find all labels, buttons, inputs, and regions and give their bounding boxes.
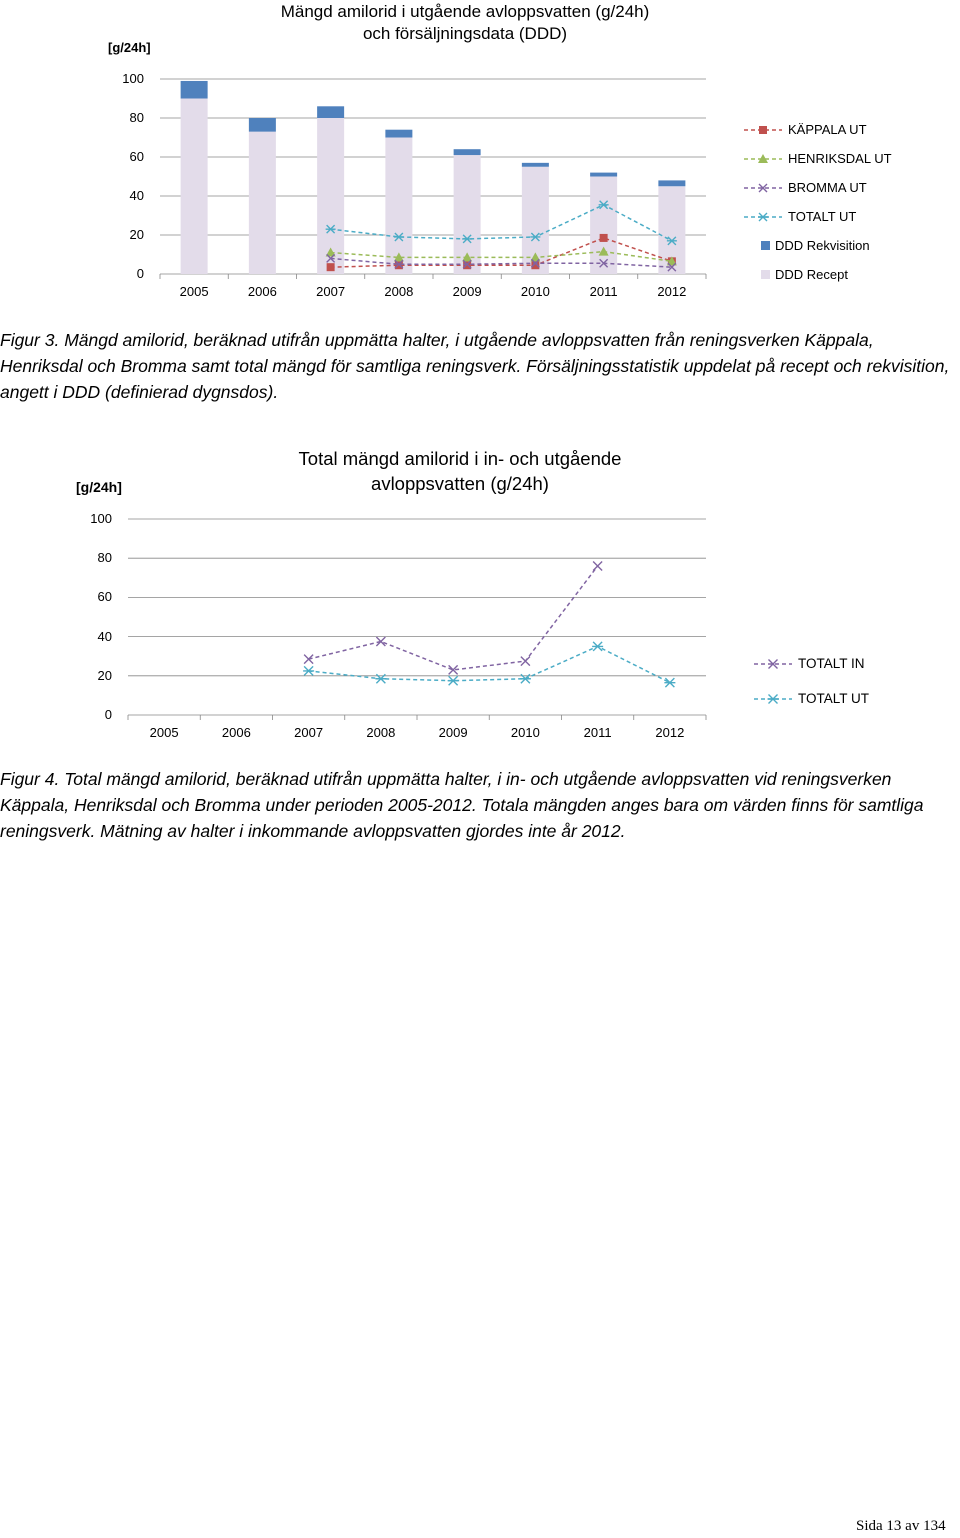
- chart2-subtitle: avloppsvatten (g/24h): [371, 473, 549, 494]
- x-tick-label: 2005: [179, 284, 209, 299]
- legend-label: DDD Rekvisition: [775, 238, 870, 253]
- x-tick-label: 2006: [247, 284, 277, 299]
- legend-label: HENRIKSDAL UT: [788, 151, 892, 166]
- x-tick-label: 2012: [655, 725, 685, 740]
- chart2-plot: [0, 0, 960, 760]
- chart1-title: Mängd amilorid i utgående avloppsvatten (g/24h): [280, 2, 650, 21]
- x-tick-label: 2008: [366, 725, 396, 740]
- y-tick-label: 60: [129, 149, 144, 164]
- x-tick-label: 2012: [657, 284, 687, 299]
- data-point: [303, 666, 314, 675]
- y-tick-label: 100: [90, 511, 112, 526]
- chart2-y-unit: [g/24h]: [76, 479, 122, 495]
- y-tick-label: 80: [129, 110, 144, 125]
- y-tick-label: 20: [129, 227, 144, 242]
- y-tick-label: 0: [104, 707, 112, 722]
- y-tick-label: 0: [136, 266, 144, 281]
- data-point: [521, 657, 530, 666]
- series-line: [309, 566, 598, 670]
- x-tick-label: 2011: [583, 725, 612, 740]
- legend-label: KÄPPALA UT: [788, 122, 867, 137]
- x-tick-label: 2011: [589, 284, 618, 299]
- data-point: [593, 562, 602, 571]
- y-tick-label: 100: [122, 71, 144, 86]
- x-tick-label: 2009: [452, 284, 482, 299]
- y-tick-label: 20: [97, 667, 112, 683]
- y-tick-label: 80: [97, 550, 112, 566]
- legend-marker: [768, 695, 779, 704]
- x-tick-label: 2010: [510, 725, 540, 740]
- x-tick-label: 2007: [316, 284, 346, 299]
- page-number: Sida 13 av 134: [856, 1518, 946, 1534]
- data-point: [664, 678, 675, 687]
- x-tick-label: 2009: [438, 725, 468, 740]
- y-tick-label: 40: [97, 628, 112, 644]
- series-line: [309, 646, 670, 682]
- legend-label: TOTALT UT: [788, 209, 857, 224]
- chart1-y-unit: [g/24h]: [108, 40, 151, 55]
- legend-label: BROMMA UT: [788, 180, 867, 195]
- legend-label: DDD Recept: [775, 267, 848, 282]
- x-tick-label: 2008: [384, 284, 414, 299]
- figure3-caption: Figur 3. Mängd amilorid, beräknad utifrån uppmätta halter, i utgående avloppsvatten från reningsverken Käppala, Henriksdal och Bromma samt total mängd för samtliga reningsverk. Försäljningsstatistik uppdelat på recept och rekvisition, angett i DDD (definierad dygnsdos).: [0, 330, 950, 402]
- x-tick-label: 2006: [221, 725, 251, 740]
- x-tick-label: 2005: [149, 725, 179, 740]
- legend-label: TOTALT IN: [798, 656, 865, 671]
- legend-label: TOTALT UT: [798, 691, 870, 706]
- x-tick-label: 2010: [520, 284, 550, 299]
- chart1-subtitle: och försäljningsdata (DDD): [362, 24, 568, 43]
- data-point: [448, 676, 459, 685]
- figure4-caption: Figur 4. Total mängd amilorid, beräknad utifrån uppmätta halter, i in- och utgående avloppsvatten vid reningsverken Käppala, Henriksdal och Bromma under perioden 2005-2012. Totala mängden anges bara om värden finns för samtliga reningsverk. Mätning av halter i inkommande avloppsvatten gjordes inte år 2012.: [0, 769, 924, 841]
- y-tick-label: 60: [97, 589, 112, 605]
- data-point: [592, 642, 603, 651]
- x-tick-label: 2007: [294, 725, 324, 740]
- chart2-title: Total mängd amilorid i in- och utgående: [298, 448, 622, 469]
- y-tick-label: 40: [129, 188, 144, 203]
